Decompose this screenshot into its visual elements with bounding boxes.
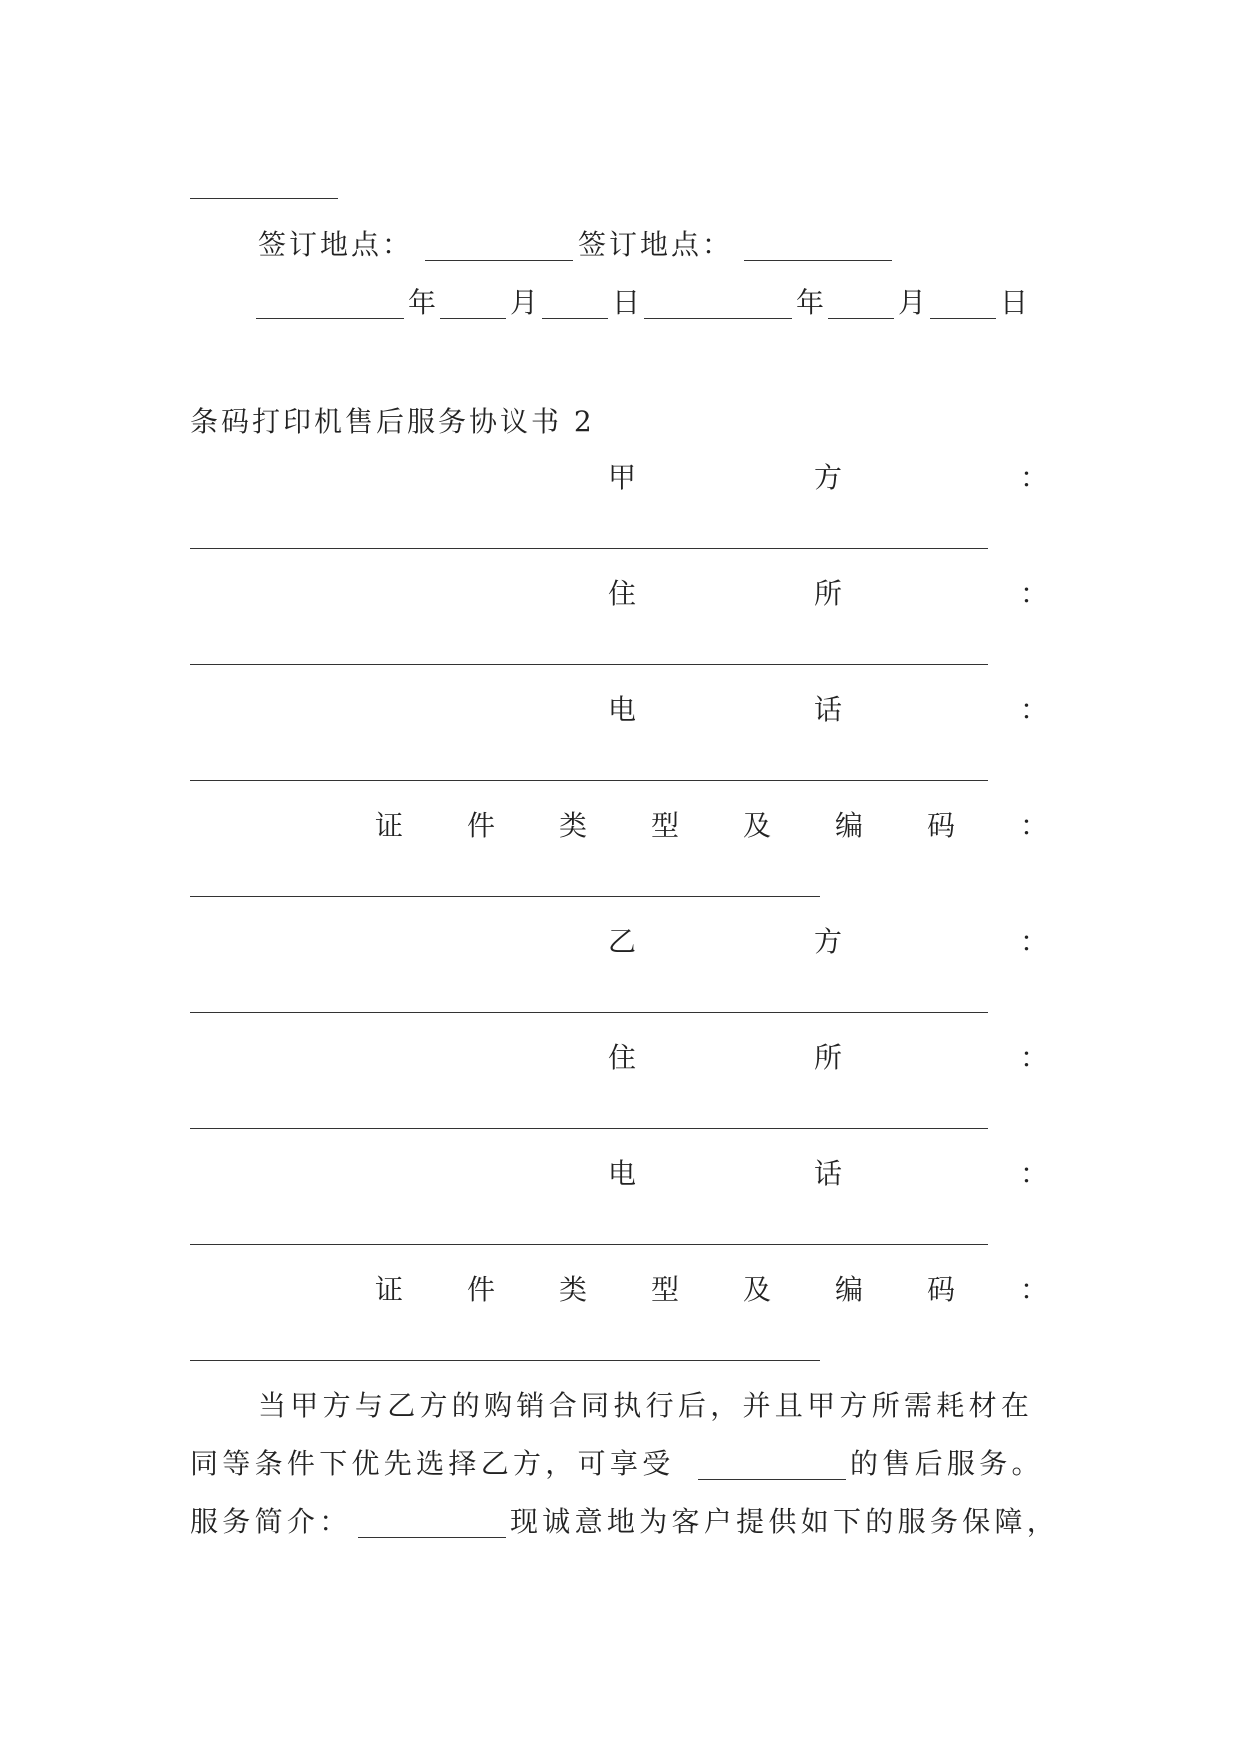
body-line-1: 当甲方与乙方的购销合同执行后，并且甲方所需耗材在: [258, 1389, 1034, 1422]
date-day-a: 日: [612, 286, 644, 319]
date-day-b: 日: [1000, 286, 1032, 319]
party-a-phone-char-2: 话: [814, 693, 846, 726]
signing-place-label-b: 签订地点：: [578, 228, 734, 261]
party-b-address-char-2: 所: [814, 1041, 846, 1074]
party-a-address-blank: [190, 664, 988, 665]
party-b-address-colon: ：: [1020, 1041, 1052, 1074]
date-month-blank-b: [828, 318, 894, 319]
party-a-address-char-2: 所: [814, 577, 846, 610]
party-b-name-char-2: 方: [814, 925, 846, 958]
party-b-phone-colon: ：: [1020, 1157, 1052, 1190]
party-a-id-char-2: 件: [467, 809, 499, 842]
party-a-id-char-6: 编: [835, 809, 867, 842]
party-a-name-colon: ：: [1020, 461, 1052, 494]
service-intro-blank: [358, 1537, 506, 1538]
body-line-2-end: 的售后服务。: [850, 1447, 1044, 1480]
party-b-phone-char-1: 电: [608, 1157, 640, 1190]
body-line-2-start: 同等条件下优先选择乙方，可享受: [190, 1447, 675, 1480]
signing-place-blank-a: [425, 260, 573, 261]
party-a-address-colon: ：: [1020, 577, 1052, 610]
party-a-id-char-4: 型: [651, 809, 683, 842]
party-a-id-colon: ：: [1020, 809, 1052, 842]
party-a-id-char-5: 及: [743, 809, 775, 842]
body-line-3-start: 服务简介：: [190, 1505, 352, 1538]
service-name-blank: [698, 1479, 846, 1480]
date-year-b: 年: [796, 286, 828, 319]
party-b-name-colon: ：: [1020, 925, 1052, 958]
party-b-id-blank: [190, 1360, 820, 1361]
party-b-address-blank: [190, 1128, 988, 1129]
party-a-name-char-2: 方: [814, 461, 846, 494]
party-b-id-char-3: 类: [559, 1273, 591, 1306]
party-b-id-char-4: 型: [651, 1273, 683, 1306]
party-a-address-char-1: 住: [608, 577, 640, 610]
party-b-name-blank: [190, 1012, 988, 1013]
party-b-phone-char-2: 话: [814, 1157, 846, 1190]
party-a-phone-colon: ：: [1020, 693, 1052, 726]
party-b-id-char-2: 件: [467, 1273, 499, 1306]
party-a-name-blank: [190, 548, 988, 549]
party-b-phone-blank: [190, 1244, 988, 1245]
signing-place-label-a: 签订地点：: [258, 228, 414, 261]
party-a-phone-char-1: 电: [608, 693, 640, 726]
party-a-id-char-1: 证: [375, 809, 407, 842]
party-b-address-char-1: 住: [608, 1041, 640, 1074]
party-b-id-colon: ：: [1020, 1273, 1052, 1306]
party-a-id-char-7: 码: [927, 809, 959, 842]
date-year-blank-a: [256, 318, 404, 319]
party-a-phone-blank: [190, 780, 988, 781]
date-month-a: 月: [510, 286, 542, 319]
party-a-name-char-1: 甲: [608, 461, 640, 494]
date-year-a: 年: [408, 286, 440, 319]
party-b-id-char-5: 及: [743, 1273, 775, 1306]
date-year-blank-b: [644, 318, 792, 319]
party-a-id-blank: [190, 896, 820, 897]
date-month-b: 月: [898, 286, 930, 319]
party-b-name-char-1: 乙: [608, 925, 640, 958]
date-day-blank-a: [542, 318, 608, 319]
document-title: 条码打印机售后服务协议书 2: [190, 405, 595, 438]
signing-place-blank-b: [744, 260, 892, 261]
party-b-id-char-1: 证: [375, 1273, 407, 1306]
date-day-blank-b: [930, 318, 996, 319]
party-a-id-char-3: 类: [559, 809, 591, 842]
date-month-blank-a: [440, 318, 506, 319]
party-b-id-char-7: 码: [927, 1273, 959, 1306]
top-underline: [190, 198, 338, 199]
body-line-3-end: 现诚意地为客户提供如下的服务保障，: [510, 1505, 1060, 1538]
party-b-id-char-6: 编: [835, 1273, 867, 1306]
